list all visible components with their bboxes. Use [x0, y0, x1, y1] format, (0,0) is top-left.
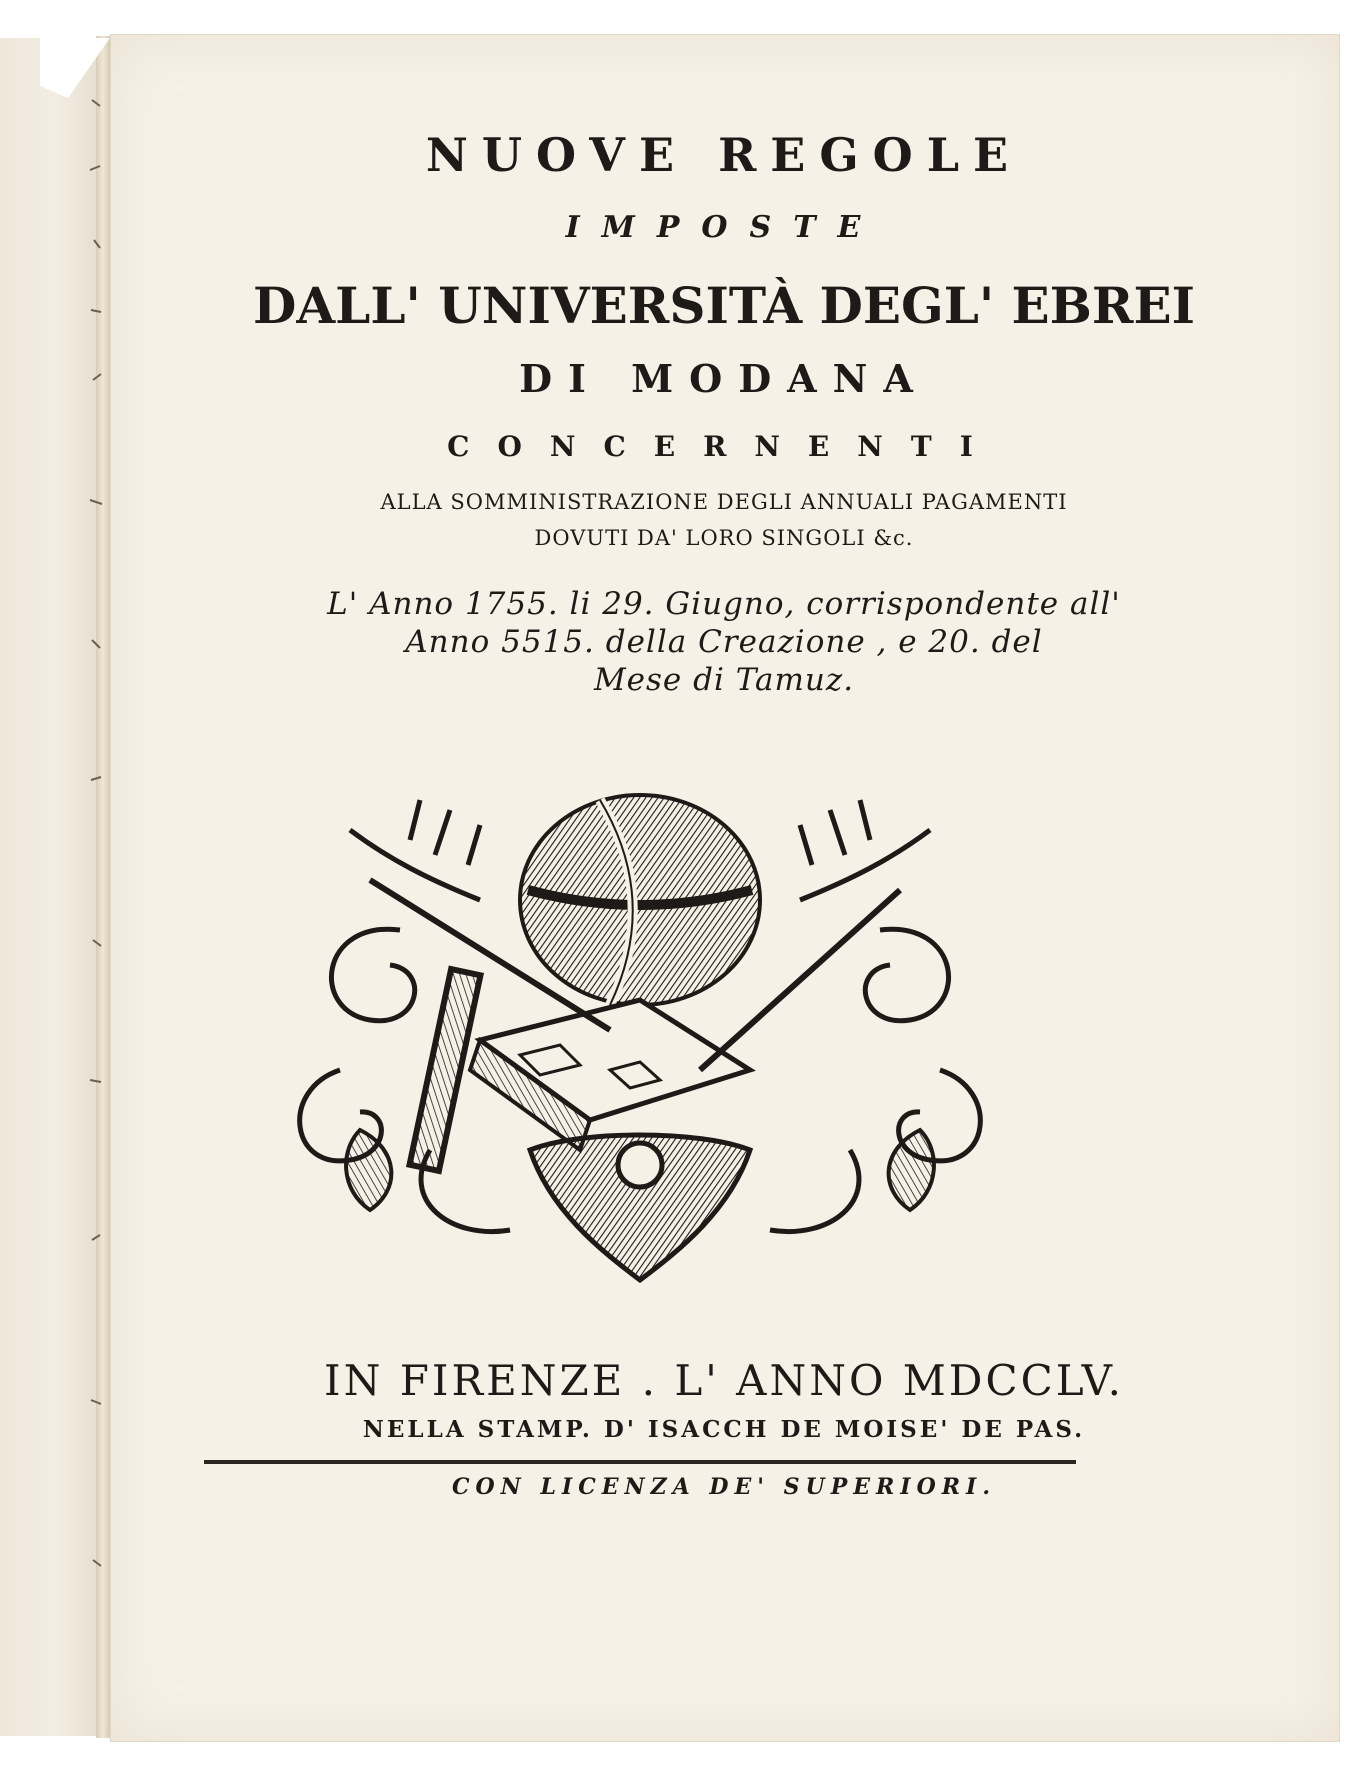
imprint-printer: NELLA STAMP. D' ISACCH DE MOISE' DE PAS. — [362, 1416, 1086, 1443]
woodcut-vignette-icon — [280, 770, 1000, 1290]
title-line-nuove-regole: NUOVE REGOLE — [425, 128, 1023, 182]
title-line-universita: DALL' UNIVERSITÀ DEGL' EBREI — [253, 276, 1195, 335]
subtitle-line-somministrazione: ALLA SOMMINISTRAZIONE DEGLI ANNUALI PAGAMENTI — [380, 490, 1068, 514]
previous-leaf-stub — [0, 38, 97, 1736]
divider-rule — [204, 1460, 1076, 1464]
stub-ink-marks — [86, 80, 108, 1680]
title-line-modana: DI MODANA — [519, 356, 929, 401]
title-line-imposte: IMPOSTE — [565, 210, 883, 245]
date-line-3: Mese di Tamuz. — [593, 662, 855, 698]
book-icon — [470, 1000, 750, 1150]
date-line-2: Anno 5515. della Creazione , e 20. del — [405, 624, 1043, 660]
date-line-1: L' Anno 1755. li 29. Giugno, corrispondente all' — [327, 586, 1121, 622]
subtitle-line-dovuti: DOVUTI DA' LORO SINGOLI &c. — [534, 526, 914, 550]
bottom-acanthus — [530, 1135, 750, 1280]
left-scroll-ornament — [300, 800, 510, 1232]
globe-icon — [520, 795, 760, 1005]
right-scroll-ornament — [770, 800, 980, 1232]
license-line: CON LICENZA DE' SUPERIORI. — [452, 1474, 996, 1500]
title-line-concernenti: CONCERNENTI — [447, 430, 1001, 463]
imprint-place-year: IN FIRENZE . L' ANNO MDCCLV. — [324, 1356, 1124, 1405]
